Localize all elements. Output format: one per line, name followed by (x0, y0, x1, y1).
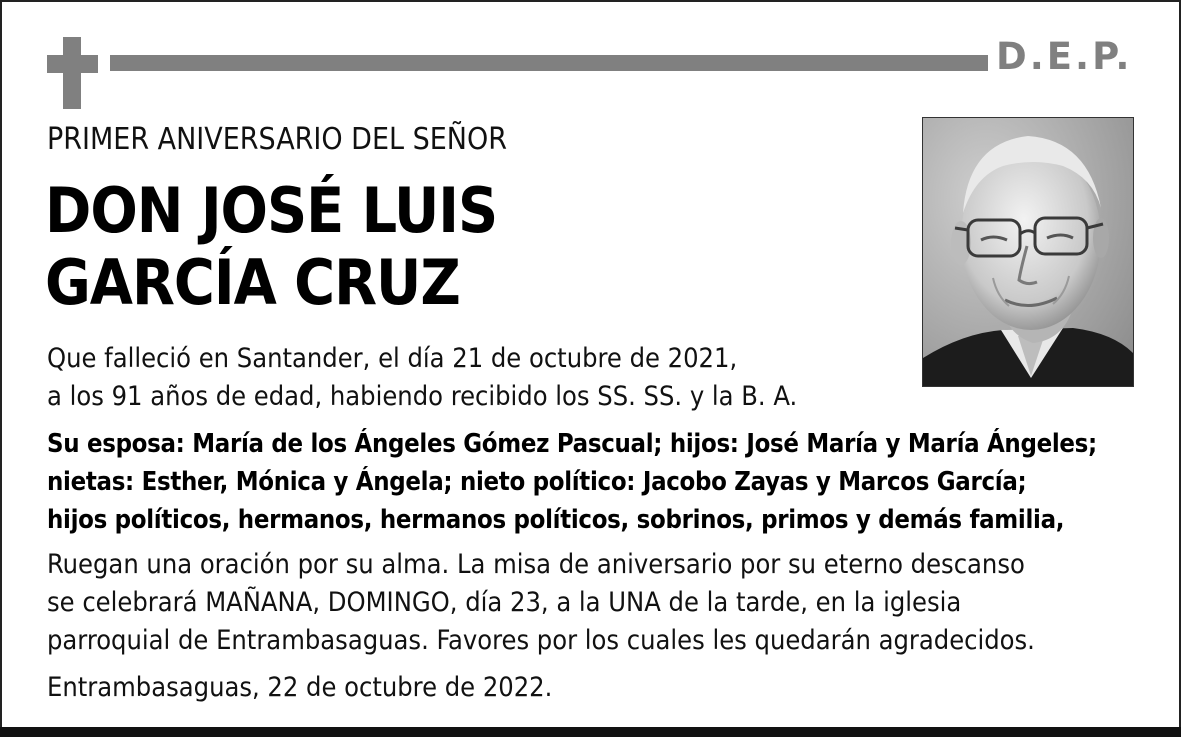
death-details (47, 340, 797, 416)
notice-subtitle: PRIMER ANIVERSARIO DEL SEÑOR (47, 122, 507, 157)
dep-label: D.E.P. (996, 35, 1133, 78)
family-list-line: Su esposa: María de los Ángeles Gómez Pascual; hijos: José María y María Ángeles; (47, 429, 1097, 459)
mass-announcement (47, 546, 1035, 660)
deceased-name-line: GARCÍA CRUZ (45, 246, 460, 319)
mass-announcement-line: parroquial de Entrambasaguas. Favores por los cuales les quedarán agradecidos. (47, 625, 1035, 656)
death-details-line: Que falleció en Santander, el día 21 de octubre de 2021, (47, 343, 738, 374)
mass-announcement-line: se celebrará MAÑANA, DOMINGO, día 23, a la UNA de la tarde, en la iglesia (47, 587, 962, 618)
deceased-name-line: DON JOSÉ LUIS (45, 174, 498, 247)
place-date-signoff: Entrambasaguas, 22 de octubre de 2022. (47, 672, 553, 703)
family-list (47, 425, 1097, 539)
frame-border-left (0, 0, 2, 737)
death-details-line: a los 91 años de edad, habiendo recibido los SS. SS. y la B. A. (47, 381, 798, 412)
family-list-line: hijos políticos, hermanos, hermanos políticos, sobrinos, primos y demás familia, (47, 505, 1065, 535)
deceased-name (45, 175, 497, 319)
portrait-photo (922, 117, 1134, 387)
header-rule (110, 55, 988, 71)
family-list-line: nietas: Esther, Mónica y Ángela; nieto político: Jacobo Zayas y Marcos García; (47, 467, 1027, 497)
frame-border-top (0, 0, 1181, 2)
mass-announcement-line: Ruegan una oración por su alma. La misa de aniversario por su eterno descanso (47, 549, 1025, 580)
frame-border-bottom (0, 727, 1181, 737)
